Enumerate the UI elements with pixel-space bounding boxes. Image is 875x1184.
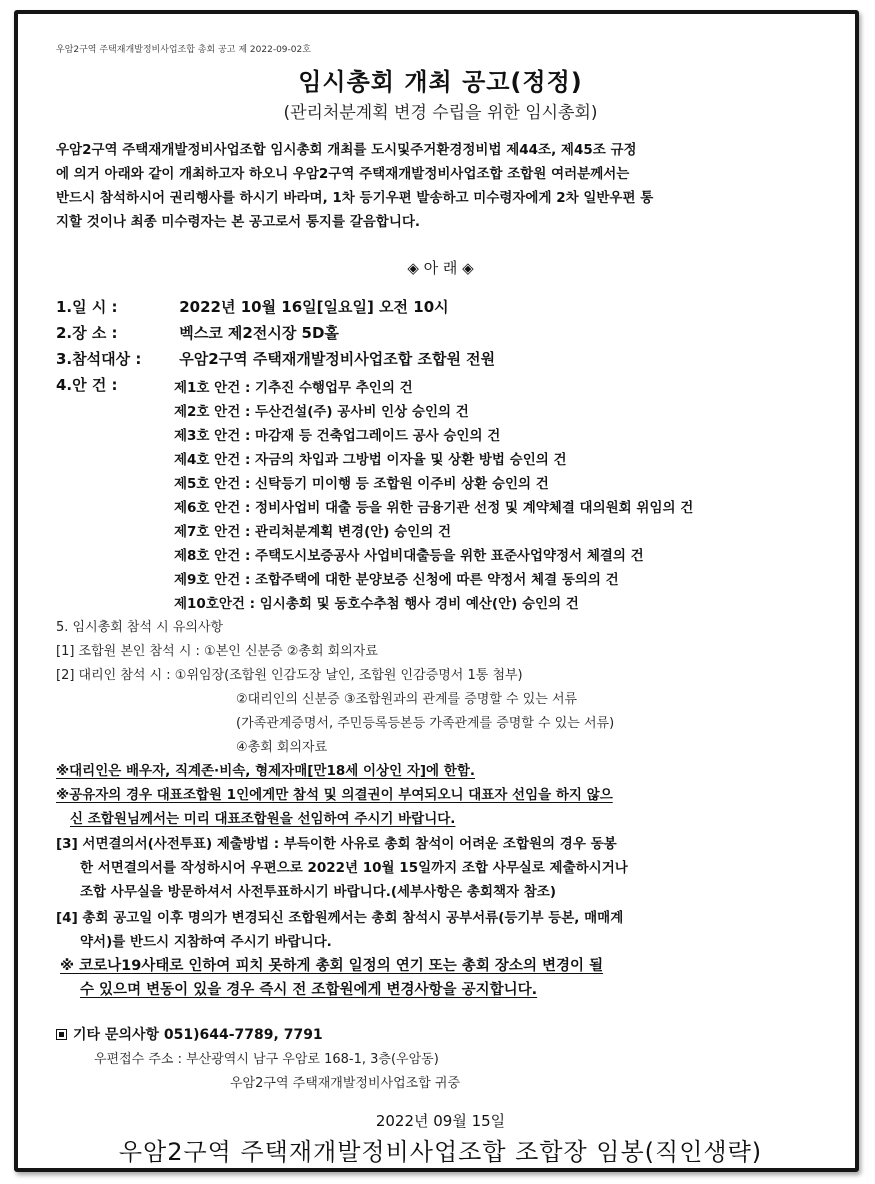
agenda-item: 제8호 안건 : 주택도시보증공사 사업비대출등을 위한 표준사업약정서 체결의 건: [174, 548, 644, 564]
intro-line: 우암2구역 주택재개발정비사업조합 임시총회 개최를 도시및주거환경정비법 제44조, 제45조 규정: [56, 142, 637, 158]
note-self-attend: [1] 조합원 본인 참석 시 : ①본인 신분증 ②총회 회의자료: [56, 644, 378, 659]
agenda-item: 제5호 안건 : 신탁등기 미이행 등 조합원 이주비 상환 승인의 건: [174, 476, 549, 492]
signature-line: 우암2구역 주택재개발정비사업조합 조합장 임봉(직인생략): [118, 1138, 763, 1166]
contact-line: [56, 1024, 323, 1044]
covid-notice: ※ 코로나19사태로 인하여 피치 못하게 총회 일정의 연기 또는 총회 장소의 변경이 될: [60, 958, 604, 974]
place-label: 2.장 소 :: [56, 324, 118, 342]
date-label: 1.일 시 :: [56, 298, 118, 316]
co-owner-note: ※공유자의 경우 대표조합원 1인에게만 참석 및 의결권이 부여되오니 대표자 선임을 하지 않으: [56, 787, 613, 803]
intro-paragraph: [56, 138, 836, 234]
co-owner-note-cont: 신 조합원님께서는 미리 대표조합원을 선임하여 주시기 바랍니다.: [70, 811, 456, 827]
ownership-change-note-cont: 약서)를 반드시 지참하여 주시기 바랍니다.: [80, 934, 332, 950]
notes-heading: 5. 임시총회 참석 시 유의사항: [56, 620, 224, 635]
covid-notice-cont: 수 있으며 변동이 있을 경우 즉시 전 조합원에게 변경사항을 공지합니다.: [80, 982, 538, 998]
note-proxy-materials: ④총회 회의자료: [236, 740, 328, 755]
agenda-item: 제2호 안건 : 두산건설(주) 공사비 인상 승인의 건: [174, 404, 469, 420]
square-bullet-icon: [56, 1029, 67, 1040]
page-title: 임시총회 개최 공고(정정): [298, 68, 583, 96]
agenda-item: 제10호안건 : 임시총회 및 동호수추첨 행사 경비 예산(안) 승인의 건: [174, 596, 579, 612]
date-row: [56, 296, 449, 317]
attendee-row: [56, 348, 495, 369]
place-row: [56, 322, 339, 343]
note-proxy-attend: [2] 대리인 참석 시 : ①위임장(조합원 인감도장 날인, 조합원 인감증명서 1통 첨부): [56, 668, 523, 683]
mail-address: 우편접수 주소 : 부산광역시 남구 우암로 168-1, 3층(우암동): [94, 1052, 439, 1067]
contact-label: 기타 문의사항 051)644-7789, 7791: [73, 1027, 323, 1043]
document-number: 우암2구역 주택재개발정비사업조합 총회 공고 제 2022-09-02호: [56, 45, 311, 55]
page-subtitle: (관리처분계획 변경 수립을 위한 임시총회): [283, 103, 598, 123]
intro-line: 반드시 참석하시어 권리행사를 하시기 바라며, 1차 등기우편 발송하고 미수령자에게 2차 일반우편 통: [56, 190, 654, 206]
agenda-label: 4.안 건 :: [56, 376, 118, 394]
attendee-label: 3.참석대상 :: [56, 350, 142, 368]
place-value: 벡스코 제2전시장 5D홀: [179, 324, 339, 342]
agenda-item: 제1호 안건 : 기추진 수행업무 추인의 건: [174, 380, 413, 396]
ownership-change-note: [4] 총회 공고일 이후 명의가 변경되신 조합원께서는 총회 참석시 공부서류(등기부 등본, 매매계: [56, 910, 624, 926]
mail-recipient: 우암2구역 주택재개발정비사업조합 귀중: [230, 1076, 461, 1091]
proxy-eligibility-note: ※대리인은 배우자, 직계존·비속, 형제자매[만18세 이상인 자]에 한함.: [56, 763, 475, 779]
written-vote-note-cont: 조합 사무실을 방문하셔서 사전투표하시기 바랍니다.(세부사항은 총회책자 참조): [80, 884, 557, 900]
date-value: 2022년 10월 16일[일요일] 오전 10시: [179, 298, 449, 316]
notice-date: 2022년 09월 15일: [375, 1112, 506, 1130]
note-proxy-docs: (가족관계증명서, 주민등록등본등 가족관계를 증명할 수 있는 서류): [236, 716, 615, 731]
written-vote-note-cont: 한 서면결의서를 작성하시어 우편으로 2022년 10월 15일까지 조합 사무실로 제출하시거나: [80, 860, 628, 876]
intro-line: 지할 것이나 최종 미수령자는 본 공고로서 통지를 갈음합니다.: [56, 214, 421, 230]
note-proxy-id: ②대리인의 신분증 ③조합원과의 관계를 증명할 수 있는 서류: [236, 692, 578, 707]
notice-document: [14, 10, 859, 1172]
agenda-item: 제4호 안건 : 자금의 차입과 그방법 이자율 및 상환 방법 승인의 건: [174, 452, 567, 468]
intro-line: 에 의거 아래와 같이 개최하고자 하오니 우암2구역 주택재개발정비사업조합 조합원 여러분께서는: [56, 166, 630, 182]
agenda-item: 제3호 안건 : 마감재 등 건축업그레이드 공사 승인의 건: [174, 428, 501, 444]
below-heading: ◈ 아 래 ◈: [407, 259, 474, 277]
written-vote-note: [3] 서면결의서(사전투표) 제출방법 : 부득이한 사유로 총회 참석이 어려운 조합원의 경우 동봉: [56, 836, 617, 852]
agenda-item: 제9호 안건 : 조합주택에 대한 분양보증 신청에 따른 약정서 체결 동의의 건: [174, 572, 619, 588]
agenda-item: 제6호 안건 : 정비사업비 대출 등을 위한 금융기관 선정 및 계약체결 대의원회 위임의 건: [174, 500, 694, 516]
attendee-value: 우암2구역 주택재개발정비사업조합 조합원 전원: [179, 350, 496, 368]
agenda-item: 제7호 안건 : 관리처분계획 변경(안) 승인의 건: [174, 524, 452, 540]
